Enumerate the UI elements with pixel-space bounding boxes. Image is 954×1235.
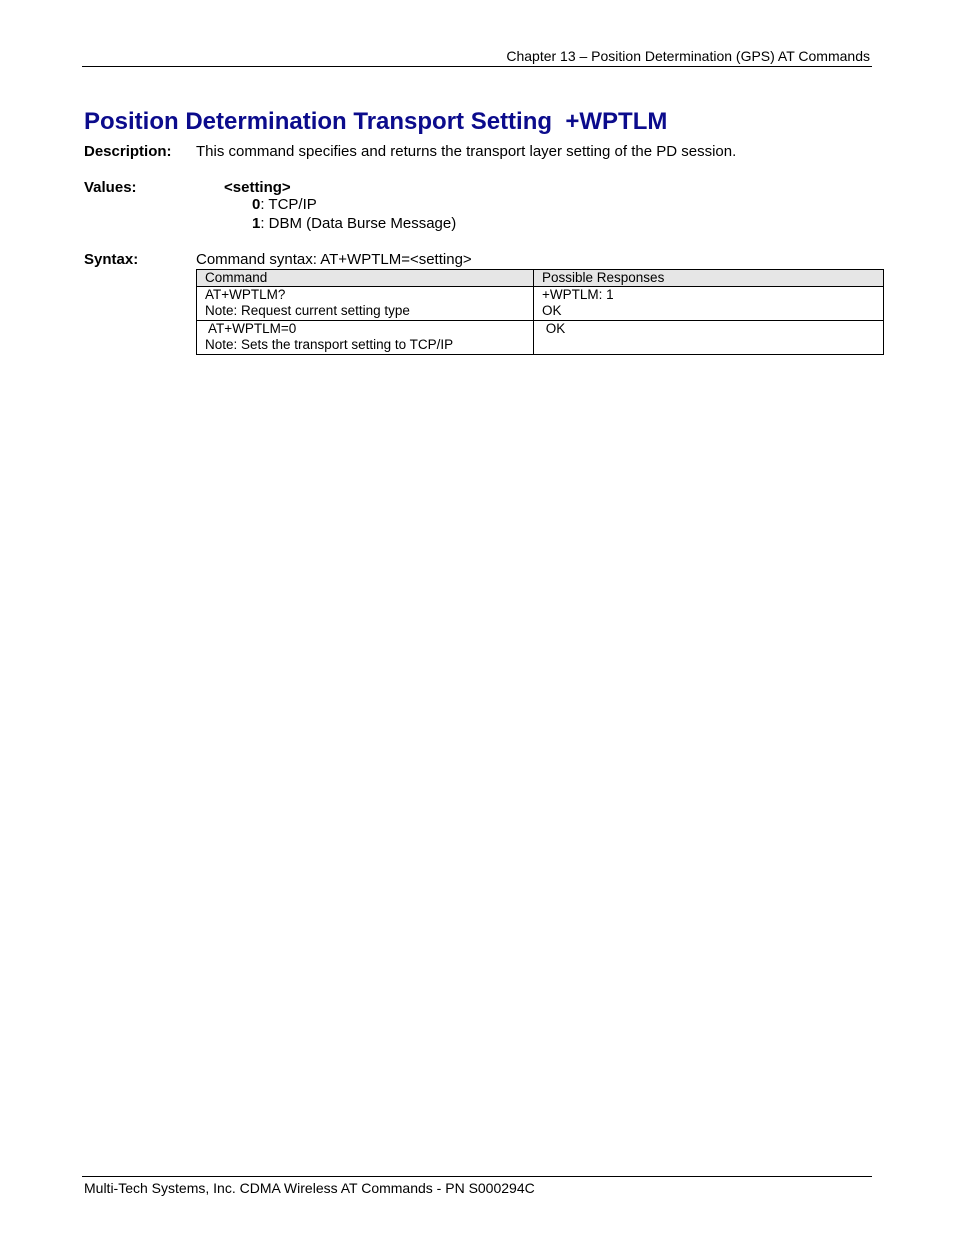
page-title: Position Determination Transport Setting +WPTLM xyxy=(84,108,668,135)
command-cell xyxy=(197,287,534,321)
response-line: +WPTLM: 1 xyxy=(542,287,614,302)
command-cell xyxy=(197,321,534,355)
value-option-0 xyxy=(252,196,317,213)
syntax-label: Syntax: xyxy=(84,251,139,268)
command-text: AT+WPTLM=0 xyxy=(205,321,297,336)
chapter-header: Chapter 13 – Position Determination (GPS) AT Commands xyxy=(506,48,870,64)
value-option-key: 1 xyxy=(252,215,261,232)
response-line: OK xyxy=(542,321,566,336)
table-header-command: Command xyxy=(197,270,534,287)
value-option-text: : TCP/IP xyxy=(260,196,317,213)
table-row xyxy=(197,321,884,355)
response-cell xyxy=(534,287,884,321)
description-label: Description: xyxy=(84,143,172,160)
command-note: Note: Request current setting type xyxy=(205,303,410,318)
command-text: AT+WPTLM? xyxy=(205,287,286,302)
response-line: OK xyxy=(542,303,562,318)
table-header-row xyxy=(197,270,884,287)
command-note: Note: Sets the transport setting to TCP/IP xyxy=(205,337,454,352)
footer-rule xyxy=(82,1176,872,1177)
table-row xyxy=(197,287,884,321)
values-label: Values: xyxy=(84,179,137,196)
description-text: This command specifies and returns the transport layer setting of the PD session. xyxy=(196,143,737,160)
response-cell xyxy=(534,321,884,355)
values-param: <setting> xyxy=(224,179,291,196)
value-option-key: 0 xyxy=(252,196,261,213)
header-rule xyxy=(82,66,872,67)
value-option-1 xyxy=(252,215,456,232)
syntax-text: Command syntax: AT+WPTLM=<setting> xyxy=(196,251,472,268)
command-table xyxy=(196,269,884,355)
footer-text: Multi-Tech Systems, Inc. CDMA Wireless AT Commands - PN S000294C xyxy=(84,1180,535,1196)
value-option-text: : DBM (Data Burse Message) xyxy=(260,215,457,232)
table-header-responses: Possible Responses xyxy=(534,270,884,287)
